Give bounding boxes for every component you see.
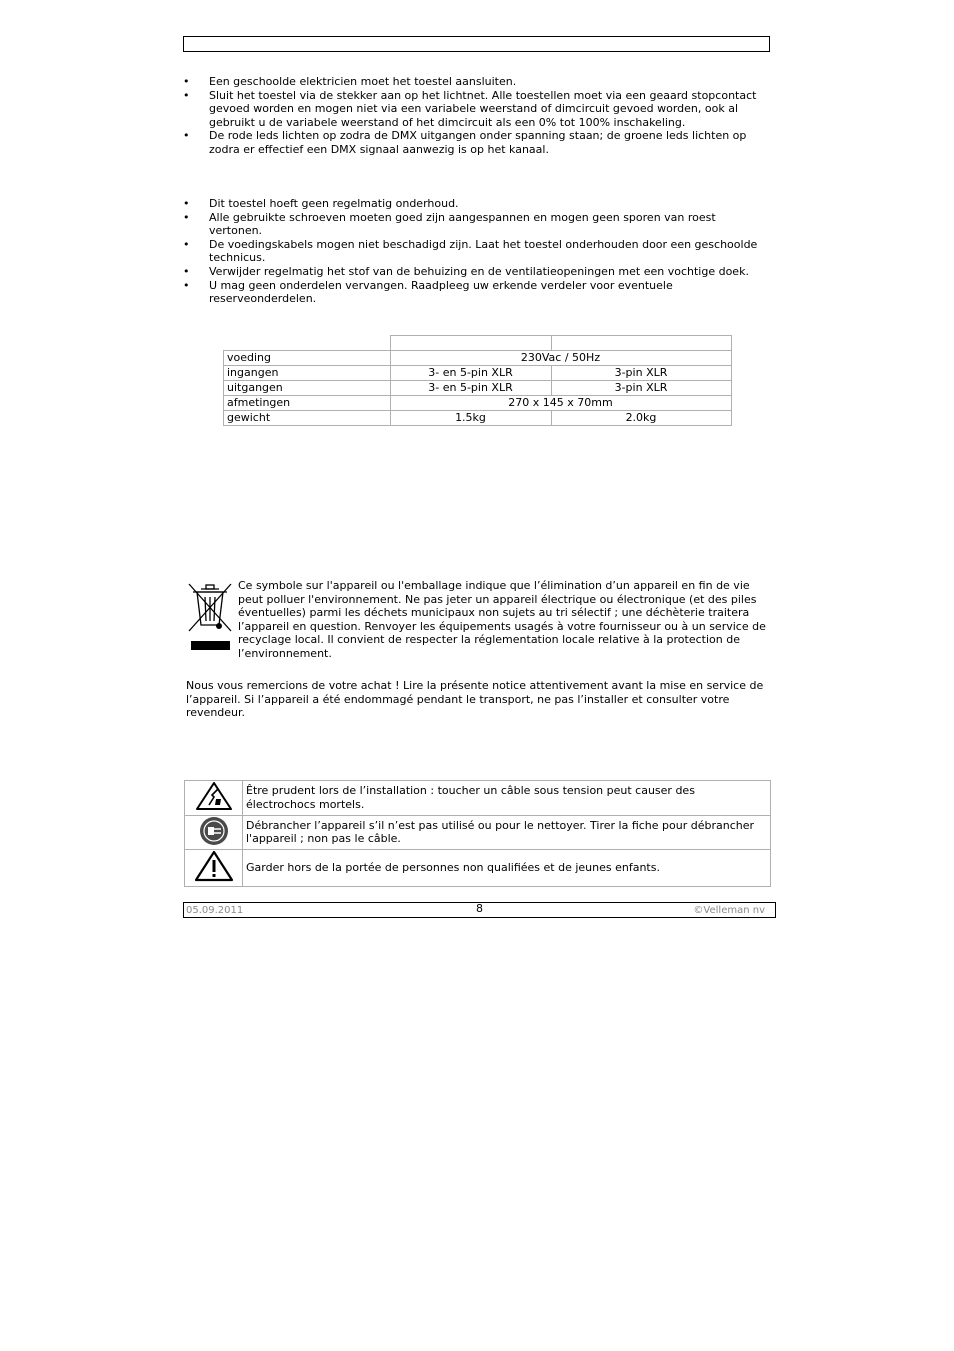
table-row <box>224 411 732 426</box>
maintenance-bullets <box>183 197 763 306</box>
table-cell: ingangen <box>224 366 391 381</box>
table-cell: 230Vac / 50Hz <box>390 351 731 366</box>
table-cell: 1.5kg <box>390 411 551 426</box>
table-header-row <box>224 336 732 351</box>
table-cell: Débrancher l’appareil s’il n’est pas utilisé ou pour le nettoyer. Tirer la fiche pour débrancher l'appareil ; non pas le câble. <box>243 815 771 850</box>
page-number: 8 <box>476 902 483 915</box>
table-cell: 2.0kg <box>551 411 731 426</box>
page-header-box <box>183 36 770 52</box>
table-cell: 270 x 145 x 70mm <box>390 396 731 411</box>
table-cell: Garder hors de la portée de personnes non qualifiées et de jeunes enfants. <box>243 850 771 887</box>
warning-icon <box>194 850 234 882</box>
table-cell: uitgangen <box>224 381 391 396</box>
table-cell <box>551 336 731 351</box>
list-item: • Een geschoolde elektricien moet het toestel aansluiten. <box>183 75 763 89</box>
weee-bin-icon <box>187 581 233 653</box>
list-item: • Dit toestel hoeft geen regelmatig onderhoud. <box>183 197 763 211</box>
table-cell: Être prudent lors de l’installation : toucher un câble sous tension peut causer des électrochocs mortels. <box>243 781 771 816</box>
footer-date: 05.09.2011 <box>186 905 244 916</box>
table-cell <box>185 850 243 887</box>
installation-bullets <box>183 75 763 157</box>
intro-paragraph: Nous vous remercions de votre achat ! Lire la présente notice attentivement avant la mise en service de l’appareil. Si l’appareil a été endommagé pendant le transport, ne pas l’installer et consulter votre revendeur. <box>186 679 764 720</box>
weee-notice: Ce symbole sur l'appareil ou l'emballage indique que l’élimination d’un appareil en fin de vie peut polluer l'environnement. Ne pas jeter un appareil électrique ou électronique (et des piles éventuelles) parmi les déchets municipaux non sujets au tri sélectif ; une déchèterie traitera l’appareil en question. Renvoyer les équipements usagés à votre fournisseur ou à un service de recyclage local. Il convient de respecter la réglementation locale relative à la protection de l’environnement. <box>238 579 766 660</box>
table-cell: 3- en 5-pin XLR <box>390 381 551 396</box>
table-row <box>224 381 732 396</box>
table-row <box>224 366 732 381</box>
table-row <box>224 396 732 411</box>
table-row <box>185 815 771 850</box>
table-cell: gewicht <box>224 411 391 426</box>
list-item: • Sluit het toestel via de stekker aan op het lichtnet. Alle toestellen moet via een geaard stopcontact gevoed worden en mogen niet via een variabele weerstand of dimcircuit gevoed worden, ook al gebruikt u de variabele weerstand of het dimcircuit als een 0% tot 100% inschakeling. <box>183 89 763 130</box>
unplug-icon <box>199 816 229 846</box>
table-cell: 3-pin XLR <box>551 366 731 381</box>
table-cell <box>185 815 243 850</box>
table-cell: voeding <box>224 351 391 366</box>
list-item: • De rode leds lichten op zodra de DMX uitgangen onder spanning staan; de groene leds lichten op zodra er effectief een DMX signaal aanwezig is op het kanaal. <box>183 129 763 156</box>
table-cell <box>185 781 243 816</box>
footer-copyright: ©Velleman nv <box>693 905 765 916</box>
list-item: • U mag geen onderdelen vervangen. Raadpleeg uw erkende verdeler voor eventuele reserveonderdelen. <box>183 279 763 306</box>
page-footer <box>183 902 776 918</box>
list-item: • Alle gebruikte schroeven moeten goed zijn aangespannen en mogen geen sporen van roest vertonen. <box>183 211 763 238</box>
list-item: • Verwijder regelmatig het stof van de behuizing en de ventilatieopeningen met een vochtige doek. <box>183 265 763 279</box>
table-cell <box>390 336 551 351</box>
table-row <box>224 351 732 366</box>
list-item: • De voedingskabels mogen niet beschadigd zijn. Laat het toestel onderhouden door een geschoolde technicus. <box>183 238 763 265</box>
table-row <box>185 850 771 887</box>
spec-table <box>223 335 732 426</box>
table-cell: 3-pin XLR <box>551 381 731 396</box>
electric-hazard-icon <box>195 781 233 811</box>
table-cell: afmetingen <box>224 396 391 411</box>
table-row <box>185 781 771 816</box>
table-cell: 3- en 5-pin XLR <box>390 366 551 381</box>
safety-table <box>184 780 771 887</box>
table-cell <box>224 336 391 351</box>
